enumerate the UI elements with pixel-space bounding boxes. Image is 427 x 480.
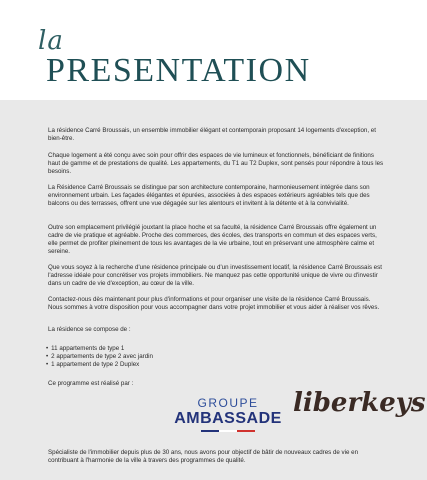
groupe-logo-line1: GROUPE: [197, 396, 259, 410]
paragraph-intro: La résidence Carré Broussais, un ensemble immobilier élégant et contemporain proposant 14 logements d'exception, et bien-être.: [48, 127, 376, 142]
groupe-ambassade-logo: [168, 397, 288, 432]
list-item: • 11 appartements de type 1: [46, 345, 153, 353]
script-la: la: [38, 26, 64, 56]
logo-tricolor-bar: [168, 430, 288, 432]
footer-text: Spécialiste de l'immobilier depuis plus de 30 ans, nous avons pour objectif de bâtir de nouveaux cadres de vie en contribuant à l'harmonie de la ville à travers des programmes de qualité.: [48, 449, 359, 464]
paragraph-investissement: Que vous soyez à la recherche d'une résidence principale ou d'un investissement locatif, la résidence Carré Broussais est l'adresse idéale pour concrétiser vos projets immobiliers. Ne manquez pas cette opportunité unique de vivre ou d'investir dans un cadre de vie d'exception, au cœur de la ville.: [48, 264, 382, 287]
paragraph-logements: Chaque logement a été conçu avec soin pour offrir des espaces de vie lumineux et fonctionnels, bénéficiant de finitions haut de gamme et de prestations de qualité. Les appartements, du T1 au T2 Duplex, sont pensés pour répondre à tous les besoins.: [48, 152, 384, 175]
composition-list: [46, 345, 153, 369]
paragraph-emplacement: Outre son emplacement privilégié jouxtant la place hoche et sa faculté, la résidence Carré Broussais offre également un cadre de vie pratique et agréable. Proche des commerces, des écoles, des transports en commun et des espaces verts, elle permet de profiter pleinement de tous les avantages de la vie urbaine, tout en préservant une atmosphère calme et sereine.: [48, 224, 377, 255]
groupe-logo-line2: AMBASSADE: [174, 410, 282, 427]
composition-heading: La résidence se compose de :: [48, 326, 131, 333]
list-item: • 1 appartement de type 2 Duplex: [46, 361, 153, 369]
header: [0, 0, 427, 100]
paragraph-architecture: La Résidence Carré Broussais se distingue par son architecture contemporaine, harmonieusement intégrée dans son environnement urbain. Les façades élégantes et épurées, associées à des espaces extérieurs agréables tels que des balcons ou des terrasses, offrent une vue dégagée sur les alentours et invitent à la détente et à la convivialité.: [48, 184, 370, 207]
program-intro: Ce programme est réalisé par :: [48, 380, 134, 387]
list-item: • 2 appartements de type 2 avec jardin: [46, 353, 153, 361]
liberkeys-logo: liberkeys: [293, 388, 426, 418]
paragraph-contact: Contactez-nous dès maintenant pour plus d'informations et pour organiser une visite de la résidence Carré Broussais. Nous sommes à votre disposition pour vous accompagner dans votre projet immobilier et vous aider à réaliser vos rêves.: [48, 296, 380, 311]
page-title: PRESENTATION: [46, 52, 311, 89]
